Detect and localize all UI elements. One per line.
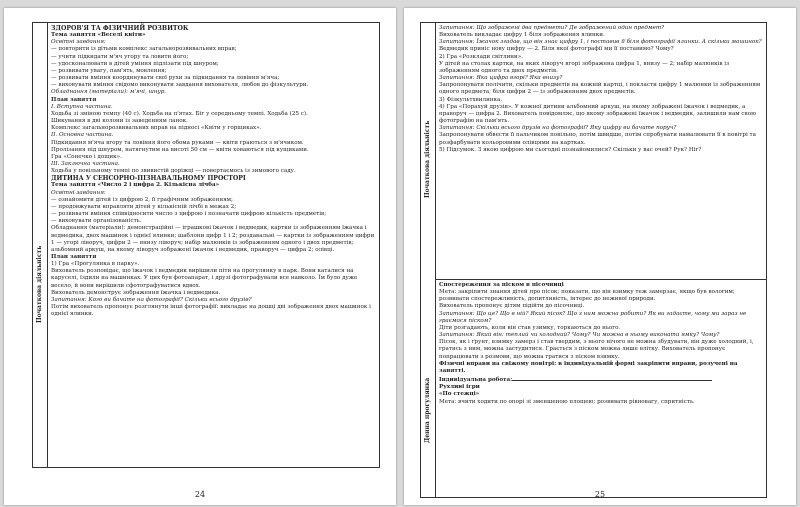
text-line: Потім вихователь пропонує розглянути інші фотографії: викладає на дошці дві зображення двох машинок і однієї ялинки. xyxy=(51,304,371,318)
text-line: — удосконалювати в дітей уміння підлізати під шнуром; xyxy=(51,60,219,67)
text-line: Комплекс загальнорозвивальних вправ на підносі «Квіти у горщиках». xyxy=(51,125,262,132)
text-line: Освітні завдання: xyxy=(51,39,106,46)
text-line: 1) Гра «Прогулянка в парку». xyxy=(51,261,140,268)
text-line: — повторити із дітьми комплекс загальнорозвивальних вправ; xyxy=(51,46,237,53)
text-line: Підкидання м'яча вгору та ловіння його обома руками — квіти граються з м'ячиком. xyxy=(51,139,304,146)
text-line: Запитання: Яка цифра вгорі? Яка внизу? xyxy=(439,75,563,82)
text-line: — ознайомити дітей із цифрою 2, її графічним зображенням; xyxy=(51,196,233,203)
text-line: Мета: вчити ходити по опорі зі зменшеною площею; розвивати рівновагу, спритність. xyxy=(439,398,695,405)
text-line: 4) Гра «Порахуй друзів». У кожної дитини альбомний аркуш, на якому зображені їжачок і ведмедик, а праворуч — цифра 2. Вихователь повідомляє, що якому зображені їжачок і ведмедик, залишили нам свою фотографію на пам'ять. xyxy=(439,103,756,125)
text-line: ЗДОРОВ'Я ТА ФІЗИЧНИЙ РОЗВИТОК xyxy=(51,25,189,32)
text-line: 5) Підсумок. З якою цифрою ми сьогодні познайомилися? Скільки у вас очей? Рук? Ніг? xyxy=(439,146,702,153)
right-page-text-top xyxy=(439,25,762,154)
blank-line xyxy=(512,375,712,381)
text-line: — учити підкидати м'яч угору та ловити його; xyxy=(51,53,189,60)
text-line: Запитання: Який він: теплий чи холодний? Чому? Чи можна в ньому виконати ямку? Чому? xyxy=(439,332,720,339)
text-line: Обладнання (матеріали): м'ячі, шнур. xyxy=(51,89,167,96)
text-line: Ведмедик приніс нову цифру — 2. Біля якої фотографії ми її поставимо? Чому? xyxy=(439,46,674,53)
text-line: Пролізання під шнуром, натягнутим на висоті 50 см — квіти ховаються під кущиками. xyxy=(51,146,309,153)
text-line: Шикування в дві колони із заведенням ланок. xyxy=(51,118,188,125)
text-line: ІІІ. Заключна частина. xyxy=(51,160,120,167)
text-line: — розвивати увагу, пам'ять, мовлення; xyxy=(51,67,167,74)
right-side-column xyxy=(421,23,436,497)
text-line: — розвивати вміння координувати свої рухи за підкидання та ловіння м'яча; xyxy=(51,75,280,82)
page-number-left: 24 xyxy=(194,490,206,499)
text-line: Вихователь розповідає, що їжачок і ведмедик вирішили піти на прогулянку в парк. Вони каталися на каруселі, їздили на машинках. У цих був фотоапарат, і друзі фотографували все навколо. Їм було дуже весело, й вони вирішили сфотографуватися вдвох. xyxy=(51,268,358,289)
text-line: — виховувати організованість. xyxy=(51,218,142,225)
text-line: Вихователь демонструє зображення їжачка і ведмедика. xyxy=(51,289,221,296)
text-line: Запропонувати обвести її пальчиком повільно, потім швидше, потім спробувати намалювати її в повітрі та розфарбувати кольоровими олівцями на картках. xyxy=(439,132,756,146)
side-label: Початкова діяльність xyxy=(36,245,43,323)
side-label-top: Початкова діяльність xyxy=(424,120,431,198)
text-line: Індивідуальна робота: xyxy=(439,375,762,384)
left-page xyxy=(4,8,396,505)
text-line: У дітей на столах картки, на яких ліворуч вгорі зображена цифра 1, внизу — 2; набір малюнків із зображенням одного та двох предметів. xyxy=(439,60,730,74)
left-frame xyxy=(32,22,380,468)
text-line: Обладнання (матеріали): демонстраційні — іграшкові їжачок і ведмедик, картки із зображенням їжачка і ведмедика, двох машинок і однієї ялинки; шаблони цифр 1 і 2; роздавальні — картки із зображенням цифри 1 — угорі ліворуч, цифри 2 — внизу ліворуч; набір малюнків із зображенням одного і двох предметів; альбомний аркуш, на якому ліворуч зображені їжачок і ведмедик, праворуч — цифра 2; олівці. xyxy=(51,225,375,253)
text-line: Ходьба зі зміною темпу (40 с). Ходьба на п'ятах. Біг у середньому темпі. Ходьба (25 с). xyxy=(51,110,308,117)
text-line: Мета: закріпити знання дітей про пісок; показати, що він взимку теж замерзає, якщо був вологим; розвивати спостережливість, допитливість, інтерес до неживої природи. xyxy=(439,289,735,303)
left-side-column xyxy=(33,23,48,467)
section-divider xyxy=(435,279,766,280)
text-line: «По стежці» xyxy=(439,391,480,398)
left-page-text xyxy=(51,25,375,318)
text-line: Діти розгадають, коли він став узимку, торкаються до нього. xyxy=(439,324,621,331)
side-label-bottom: Денна прогулянка xyxy=(424,377,431,443)
text-line: Запропонувати полічити, скільки предметів на кожній картці, і покласти цифру 1 малюнки із зображенням одного предмета, біля цифри 2 — із зображенням двох предметів. xyxy=(439,82,761,96)
text-line: 3) Фізкультхвилинка. xyxy=(439,96,503,103)
right-frame xyxy=(420,22,767,498)
text-line: Тема заняття «Число 2 і цифра 2. Кількісна лічба» xyxy=(51,182,220,189)
text-line: — виховувати вміння свідомо виконувати завдання вихователя, любов до фізкультури. xyxy=(51,82,309,89)
text-line: Гра «Сонечко і дощик». xyxy=(51,153,122,160)
text-line: Фізичні вправи на свіжому повітрі: в індивідуальній формі закріпити вправи, розучені на занятті. xyxy=(439,360,738,374)
text-line: — продовжувати вправляти дітей у кількісній лічбі в межах 2; xyxy=(51,203,237,210)
text-line: 2) Гра «Розклади світлини». xyxy=(439,53,523,60)
text-line: Вихователь викладає цифру 1 біля зображення ялинки. xyxy=(439,32,605,39)
text-line: Запитання: Кого ви бачите на фотографії? Скільки всього друзів? xyxy=(51,296,252,303)
right-page-text-bottom xyxy=(439,282,762,406)
text-line: План заняття xyxy=(51,254,97,260)
text-line: Тема заняття «Веселі квіти» xyxy=(51,32,146,39)
text-line: Спостереження за піском в пісочниці xyxy=(439,282,564,288)
text-line: — розвивати вміння співвідносити число з цифрою і позначати цифрою кількість предметів; xyxy=(51,211,327,218)
text-line: Запитання: Що це? Що в ній? Який пісок? Що з ним можна робити? Як ви гадаєте, чому ми зараз не граємося піском? xyxy=(439,310,747,324)
text-line: ІІ. Основна частина. xyxy=(51,132,114,139)
text-line: Ходьба у повільному темпі по звивистій доріжці — повертаємось із зимового саду. xyxy=(51,168,296,175)
text-line: Рухливі ігри xyxy=(439,384,480,391)
text-line: ДИТИНА У СЕНСОРНО-ПІЗНАВАЛЬНОМУ ПРОСТОРІ xyxy=(51,175,246,183)
page-number-right: 25 xyxy=(594,490,606,499)
right-page xyxy=(404,8,796,505)
text-line: Запитання: Їжачок згадав, що він знає цифру 1, і поставив її біля фотографії ялинки. А скільки машинок? xyxy=(439,39,762,46)
text-line: Пісок, як і ґрунт, взимку замерз і став твердим, з нього нічого не можна збудувати, він дуже холодний, і, гратись з ним, можна застудитися. Грається з піском можна лише влітку. Вихователь пропонує попрацювати з розмови, що можна гратися з піском взимку. xyxy=(439,339,754,360)
text-line: Освітні завдання: xyxy=(51,189,106,196)
text-line: Запитання: Скільки всього друзів на фотографії? Яку цифру ви бачите поруч? xyxy=(439,125,677,132)
text-line: І. Вступна частина. xyxy=(51,103,113,110)
text-line: План заняття xyxy=(51,96,97,103)
text-line: Запитання: Що зображені два предмети? Де зображений один предмет? xyxy=(439,25,665,31)
text-line: Вихователь пропонує дітям підійти до пісочниці. xyxy=(439,303,585,310)
